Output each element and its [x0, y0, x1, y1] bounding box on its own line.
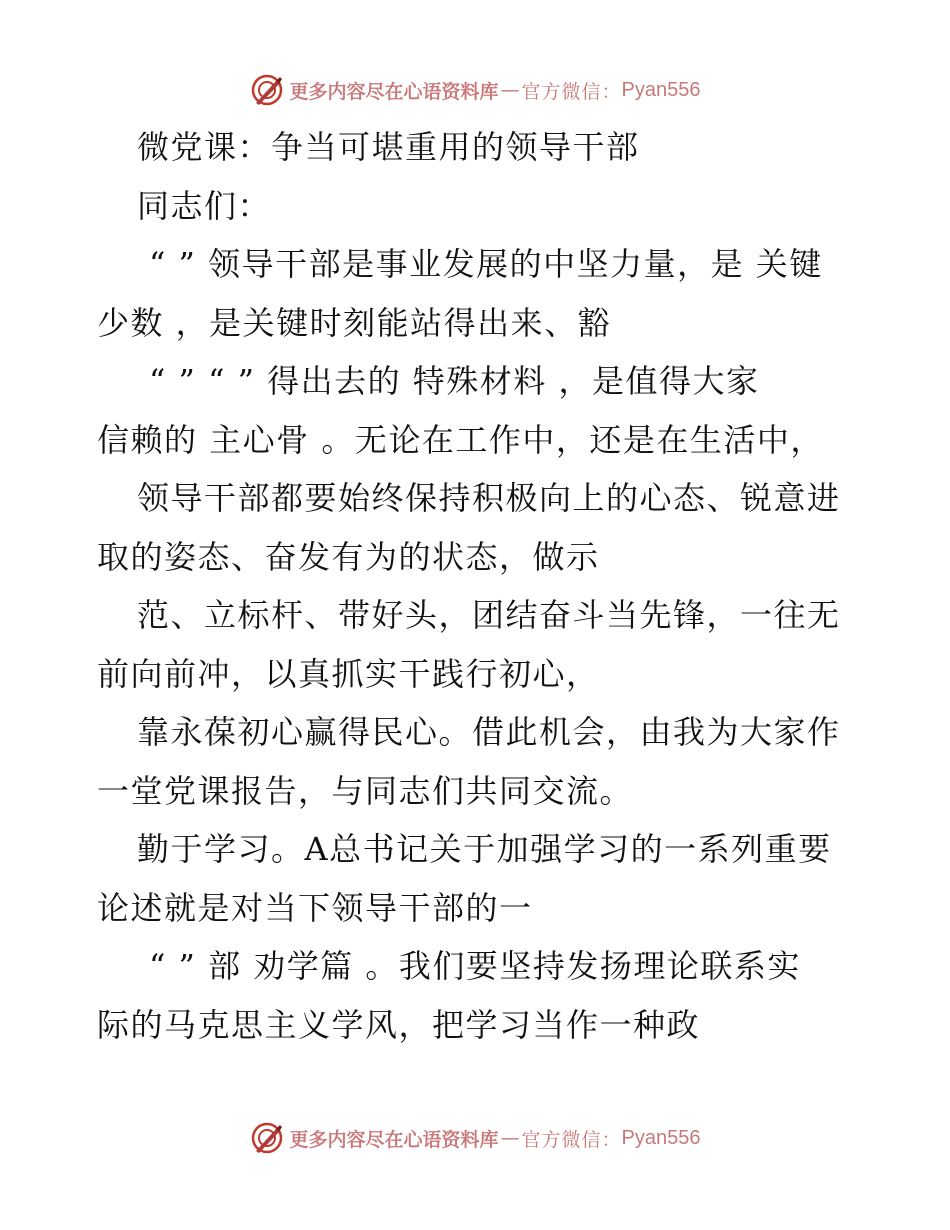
watermark-official-label: 官方微信：: [521, 80, 622, 103]
text-line: “ ” 领导干部是事业发展的中坚力量，是 关键: [149, 245, 823, 283]
text-line: 际的马克思主义学风，把学习当作一种政: [97, 1005, 701, 1044]
text-line: 勤于学习。A总书记关于加强学习的一系列重要: [137, 830, 832, 868]
text-line: 靠永葆初心赢得民心。借此机会，由我为大家作: [137, 713, 841, 751]
watermark-dash: —: [500, 79, 520, 101]
salutation: 同志们：: [137, 186, 272, 225]
text-line: 一堂党课报告，与同志们共同交流。: [97, 771, 634, 810]
header-watermark: [0, 70, 950, 110]
watermark-wechat-id: Pyan556: [621, 78, 701, 101]
text-line: 信赖的 主心骨 。无论在工作中，还是在生活中，: [97, 420, 824, 459]
watermark-official-label: 官方微信：: [521, 1128, 622, 1151]
watermark-wechat-id: Pyan556: [621, 1126, 701, 1149]
pen-logo-icon: [250, 1121, 284, 1155]
footer-watermark: [0, 1118, 950, 1158]
watermark-brand: 更多内容尽在心语资料库: [289, 1128, 499, 1151]
document-body: [97, 118, 857, 1054]
text-line: 范、立标杆、带好头，团结奋斗当先锋，一往无: [137, 596, 841, 634]
text-line: 少数 ，是关键时刻能站得出来、豁: [97, 303, 612, 342]
text-line: “ ” “ ” 得出去的 特殊材料 ，是值得大家: [149, 362, 760, 400]
watermark-dash: —: [500, 1127, 520, 1149]
text-line: “ ” 部 劝学篇 。我们要坚持发扬理论联系实: [149, 947, 801, 985]
text-line: 取的姿态、奋发有为的状态，做示: [97, 537, 600, 576]
pen-logo-icon: [250, 73, 284, 107]
watermark-brand: 更多内容尽在心语资料库: [289, 80, 499, 103]
text-line: 前向前冲，以真抓实干践行初心，: [97, 654, 600, 693]
text-line: 领导干部都要始终保持积极向上的心态、锐意进: [137, 479, 841, 517]
text-line: 论述就是对当下领导干部的一: [97, 888, 533, 927]
document-title: 微党课：争当可堪重用的领导干部: [137, 128, 640, 166]
